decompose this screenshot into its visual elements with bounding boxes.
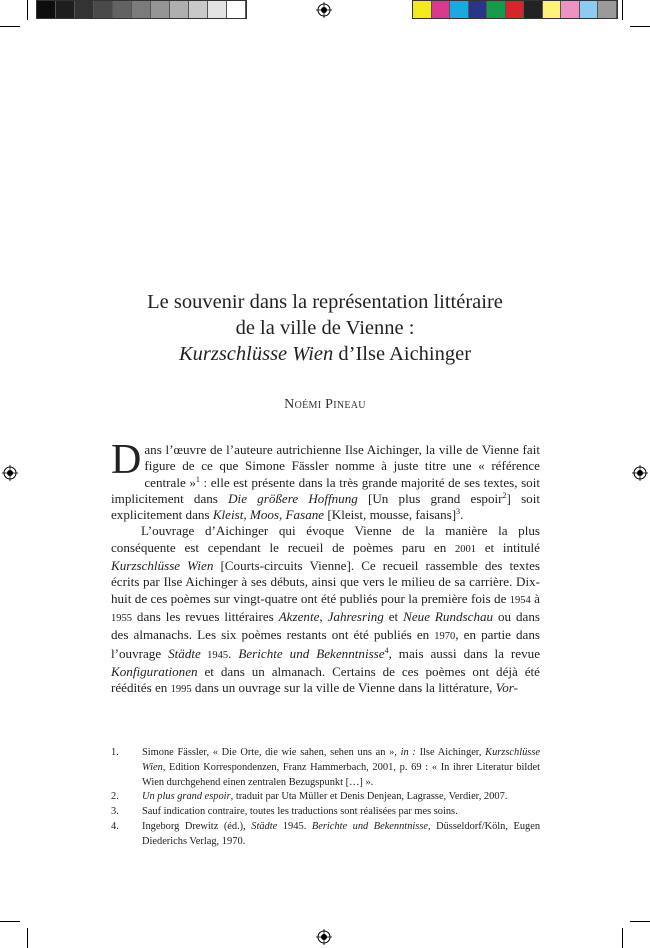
registration-mark-right: [632, 465, 648, 481]
footnote-4: 4. Ingeborg Drewitz (éd.), Städte 1945. Berichte und Bekenntnisse, Düsseldorf/Köln, Eugen Diederichs Verlag, 1970.: [111, 820, 541, 847]
registration-mark-bottom: [316, 929, 332, 945]
gray-swatch: [94, 1, 113, 18]
gray-swatch: [113, 1, 132, 18]
gray-swatch: [170, 1, 189, 18]
paragraph-1: Dans l’œuvre de l’auteure autrichienne Ilse Aichinger, la ville de Vienne fait figure de ce que Simone Fässler nomme à juste titre une « référence centrale »$^1$ : elle est présente dans la très grande majorité de ses textes, soit implicitement dans Die größere Hoffnung [Un plus grand espoir$^2$] soit explicitement dans Kleist, Moos, Fasane [Kleist, mousse, faisans]$^3$.: [111, 437, 541, 523]
gray-swatch: [189, 1, 208, 18]
footnote-ref: 1: [195, 474, 200, 484]
crop-mark: [630, 921, 650, 922]
footnote-ref: 4: [384, 645, 389, 655]
title-line-1: Le souvenir dans la représentation littéraire: [147, 291, 503, 313]
crop-mark: [622, 0, 623, 20]
footnote-number: 2.: [111, 791, 119, 803]
color-swatch: [450, 1, 469, 18]
color-swatch: [469, 1, 488, 18]
gray-swatch: [151, 1, 170, 18]
body-text: [111, 437, 541, 698]
color-swatch: [598, 1, 617, 18]
crop-mark: [0, 921, 20, 922]
crop-mark: [27, 0, 28, 20]
crop-mark: [622, 928, 623, 948]
title-italic-work: Kurzschlüsse Wien: [178, 343, 334, 365]
drop-cap: D: [111, 437, 142, 483]
color-swatch: [432, 1, 451, 18]
color-calibration-bar: [412, 0, 618, 19]
color-swatch: [524, 1, 543, 18]
crop-mark: [630, 26, 650, 27]
grayscale-calibration-bar: [36, 0, 247, 19]
gray-swatch: [132, 1, 151, 18]
color-swatch: [561, 1, 580, 18]
footnote-number: 3.: [111, 806, 119, 818]
footnote-3: 3. Sauf indication contraire, toutes les traductions sont réalisées par mes soins.: [111, 805, 540, 820]
title-line-3-rest: d’Ilse Aichinger: [333, 343, 472, 365]
gray-swatch: [56, 1, 75, 18]
color-swatch: [413, 1, 432, 18]
title-line-2: de la ville de Vienne :: [235, 317, 415, 339]
title-line-3: [0, 341, 650, 367]
footnote-number: 4.: [111, 820, 119, 832]
crop-mark: [27, 928, 28, 948]
footnote-ref: 2: [502, 490, 507, 500]
footnote-ref: 3: [456, 507, 461, 517]
author-name: Noémi Pineau: [284, 397, 366, 412]
paragraph-2: L’ouvrage d’Aichinger qui évoque Vienne de la manière la plus conséquente est cependant le recueil de poèmes paru en 2001 et intitulé Kurzschlüsse Wien [Courts-circuits Vienne]. Ce recueil rassemble des textes écrits par Ilse Aichinger à ses débuts, ainsi que vers le milieu de sa carrière. Dix-huit de ces poèmes sur vingt-quatre ont été publiés pour la première fois de 1954 à 1955 dans les revues littéraires Akzente, Jahresring et Neue Rundschau ou dans des almanachs. Les six poèmes restants ont été publiés en 1970, en partie dans l’ouvrage Städte 1945. Berichte und Bekenntnisse$^4$, mais aussi dans la revue Konfigurationen et dans un almanach. Certains de ces poèmes ont déjà été réédités en 1995 dans un ouvrage sur la ville de Vienne dans la littérature, Vor-: [111, 523, 541, 696]
footnote-1: 1. Simone Fässler, « Die Orte, die wie sahen, sehen uns an », in : Ilse Aichinger, Kurzschlüsse Wien, Edition Korrespondenzen, Franz Hammerbach, 2001, p. 69 : « In ihrer Literatur bildet Wien durchgehend einen zentralen Bezugspunkt […] ».: [111, 747, 540, 788]
gray-swatch: [208, 1, 227, 18]
gray-swatch: [75, 1, 94, 18]
registration-mark-left: [2, 465, 18, 481]
footnotes: [111, 746, 540, 850]
footnote-number: 1.: [111, 747, 119, 758]
gray-swatch: [37, 1, 56, 18]
footnote-2: 2. Un plus grand espoir, traduit par Uta Müller et Denis Denjean, Lagrasse, Verdier, 2007.: [111, 790, 540, 805]
crop-mark: [0, 26, 20, 27]
gray-swatch: [227, 1, 246, 18]
color-swatch: [543, 1, 562, 18]
color-swatch: [506, 1, 525, 18]
color-swatch: [487, 1, 506, 18]
color-swatch: [580, 1, 599, 18]
chapter-title: [0, 289, 650, 367]
registration-mark-top: [316, 2, 332, 18]
